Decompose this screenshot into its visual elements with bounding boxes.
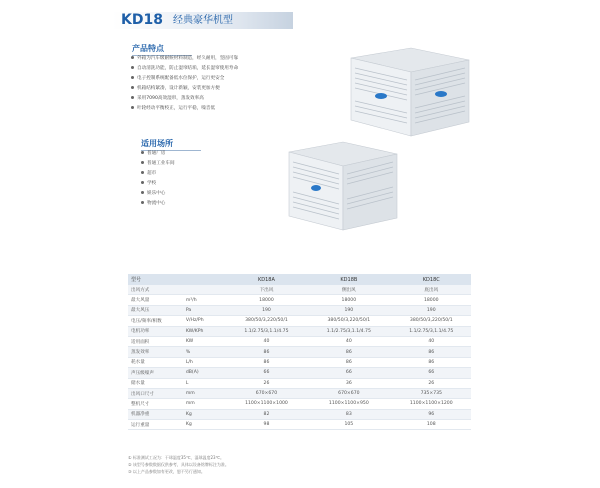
list-item: 自动清洗功能，防止湿帘结垢，延长湿帘使用寿命	[131, 64, 238, 74]
table-row: 耗水量 L/h 86 86 86	[128, 357, 471, 367]
features-list	[131, 54, 238, 114]
applications-title: 适用场所	[141, 138, 201, 151]
table-header-row: 型号 KD18A KD18B KD18C	[128, 274, 471, 285]
list-item: 物流中心	[141, 199, 175, 209]
catalog-page	[113, 0, 486, 488]
list-item: 娱乐中心	[141, 189, 175, 199]
footnote: ③ 以上产品参数如有更改，恕不另行通知。	[128, 469, 205, 474]
table-row: 出风方式 下出风 侧出风 底出风	[128, 285, 471, 295]
air-cooler-image-small	[281, 140, 401, 232]
air-cooler-image-large	[341, 46, 471, 138]
list-item: 外箱为汽车级耐候材料制造，经久耐用，坚固可靠	[131, 54, 238, 64]
table-row: 整机尺寸 mm 1100×1100×1000 1100×1100×950 1100×1100×1200	[128, 399, 471, 409]
footnote: ② 该型号参数数据仅供参考，具体以设备铭牌标注为准。	[128, 462, 229, 467]
table-row: 最大风压 Pa 190 190 190	[128, 305, 471, 315]
table-row: 机器净重 Kg 82 83 96	[128, 409, 471, 419]
footnotes	[128, 454, 229, 475]
table-row: 蒸发效率 % 86 86 86	[128, 347, 471, 357]
table-row: 声压级噪声 dB(A) 66 66 66	[128, 368, 471, 378]
model-name: 经典豪华机型	[173, 15, 233, 26]
applications-list	[141, 149, 175, 209]
model-code: KD18	[121, 12, 163, 28]
list-item: 叶轮经动平衡校正，运行平稳，噪音低	[131, 104, 238, 114]
table-row: 储水量 L 26 36 26	[128, 378, 471, 388]
table-row: 适用面积 KW 40 40 40	[128, 336, 471, 346]
table-row: 电机功率 KW/KPh 1.1/2.75/3,1.1/4.75 1.1/2.75/3,1.1/4.75 1.1/2.75/3,1.1/4.75	[128, 326, 471, 336]
table-row: 最大风量 m³/h 18000 18000 18000	[128, 295, 471, 305]
list-item: 普通工业车间	[141, 159, 175, 169]
table-row: 运行重量 Kg 98 105 108	[128, 420, 471, 430]
list-item: 采用7090高效湿帘，蒸发效率高	[131, 94, 238, 104]
table-row: 出风口尺寸 mm 670×670 670×670 735×735	[128, 388, 471, 398]
spec-table	[128, 274, 471, 430]
list-item: 普通厂房	[141, 149, 175, 159]
list-item: 电子控制系统配备低水位保护，运行更安全	[131, 74, 238, 84]
table-row: 电压/频率/相数 V/Hz/Ph 380/50/3,220/50/1 380/50/3,220/50/1 380/50/3,220/50/1	[128, 316, 471, 326]
list-item: 超市	[141, 169, 175, 179]
list-item: 机箱结构紧凑，设计新颖，安装更加方便	[131, 84, 238, 94]
list-item: 学校	[141, 179, 175, 189]
footnote: ① 标准测试工况为：干球温度35℃，湿球温度23℃。	[128, 455, 225, 460]
product-header	[113, 12, 486, 29]
features-title: 产品特点	[132, 43, 192, 56]
